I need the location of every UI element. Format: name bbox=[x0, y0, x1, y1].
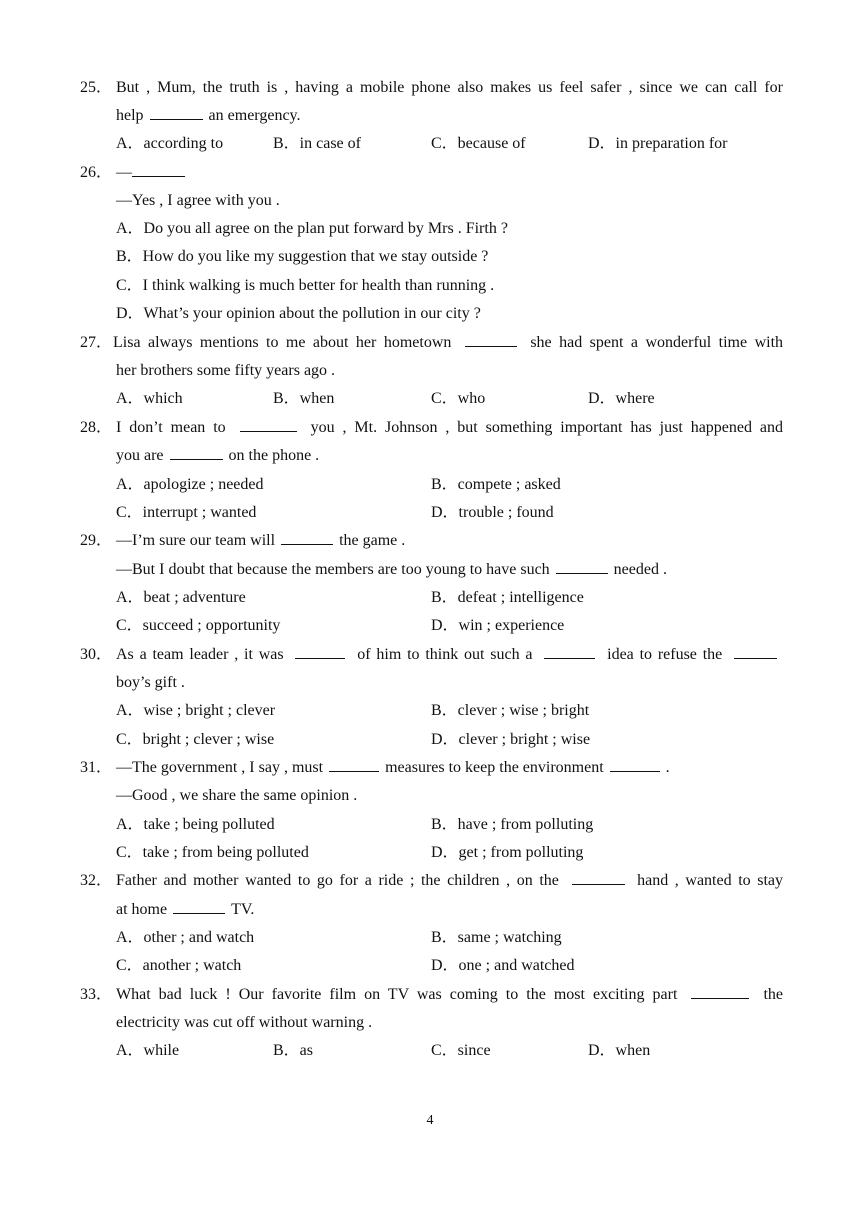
option-a: A．while bbox=[116, 1042, 180, 1059]
option-d: D．win ; experience bbox=[431, 617, 565, 634]
answer-blank bbox=[150, 104, 203, 120]
question-26-option-a bbox=[0, 215, 860, 243]
question-stem: an emergency. bbox=[208, 107, 301, 124]
question-27-options bbox=[0, 385, 860, 413]
option-a: A．take ; being polluted bbox=[116, 816, 275, 833]
option-b: B．as bbox=[273, 1042, 314, 1059]
question-30-options-row-2 bbox=[0, 726, 860, 754]
answer-blank bbox=[170, 444, 223, 460]
option-d: D．one ; and watched bbox=[431, 957, 575, 974]
answer-blank bbox=[132, 161, 185, 177]
option-d: D．where bbox=[588, 390, 655, 407]
option-a: A．other ; and watch bbox=[116, 929, 255, 946]
question-26-option-c bbox=[0, 272, 860, 300]
dialogue-reply: —Yes , I agree with you . bbox=[116, 192, 280, 209]
dialogue-reply: —Good , we share the same opinion . bbox=[116, 787, 358, 804]
option-a: A．apologize ; needed bbox=[116, 476, 264, 493]
question-27-line-2 bbox=[0, 357, 860, 385]
question-28-options-row-2 bbox=[0, 499, 860, 527]
question-28-options-row-1 bbox=[0, 471, 860, 499]
question-30-line-1 bbox=[0, 641, 860, 669]
question-number: 31． bbox=[80, 759, 113, 776]
answer-blank bbox=[544, 643, 595, 659]
option-d: D．get ; from polluting bbox=[431, 844, 584, 861]
question-29-options-row-2 bbox=[0, 612, 860, 640]
answer-blank bbox=[240, 416, 297, 432]
question-32-line-1 bbox=[0, 867, 860, 895]
question-stem: —The government , I say , must bbox=[116, 759, 324, 776]
question-stem: . bbox=[665, 759, 670, 776]
option-b: B．clever ; wise ; bright bbox=[431, 702, 590, 719]
answer-blank bbox=[329, 756, 379, 772]
question-27-line-1 bbox=[0, 329, 860, 357]
question-31-options-row-1 bbox=[0, 811, 860, 839]
option-b: B．same ; watching bbox=[431, 929, 562, 946]
answer-blank bbox=[610, 756, 660, 772]
answer-blank bbox=[281, 529, 333, 545]
question-29-line-2 bbox=[0, 556, 860, 584]
question-number: 27． bbox=[80, 334, 113, 351]
option-b: B．when bbox=[273, 390, 335, 407]
answer-blank bbox=[572, 869, 625, 885]
option-b: B．compete ; asked bbox=[431, 476, 561, 493]
question-33-options bbox=[0, 1037, 860, 1065]
question-number: 29． bbox=[80, 532, 113, 549]
option-c: C．I think walking is much better for health than running . bbox=[116, 277, 495, 294]
question-25-options bbox=[0, 130, 860, 158]
question-33-line-2 bbox=[0, 1009, 860, 1037]
question-stem: boy’s gift . bbox=[116, 674, 185, 691]
option-a: A．according to bbox=[116, 135, 224, 152]
answer-blank bbox=[556, 558, 608, 574]
question-stem: on the phone . bbox=[228, 447, 320, 464]
option-d: D．when bbox=[588, 1042, 651, 1059]
option-c: C．take ; from being polluted bbox=[116, 844, 309, 861]
question-32-line-2 bbox=[0, 896, 860, 924]
question-28-line-1 bbox=[0, 414, 860, 442]
question-stem: her brothers some fifty years ago . bbox=[116, 362, 336, 379]
option-d: D．trouble ; found bbox=[431, 504, 554, 521]
answer-blank bbox=[295, 643, 345, 659]
option-c: C．another ; watch bbox=[116, 957, 242, 974]
question-number: 28． bbox=[80, 419, 113, 436]
question-stem: Father and mother wanted to go for a ride ; the children , on the hand , wanted to stay bbox=[116, 867, 783, 895]
question-stem: I don’t mean to you , Mt. Johnson , but something important has just happened and bbox=[116, 414, 783, 442]
question-25-line-1 bbox=[0, 74, 860, 102]
option-a: A．which bbox=[116, 390, 183, 407]
question-32-options-row-2 bbox=[0, 952, 860, 980]
question-29-line-1 bbox=[0, 527, 860, 555]
question-31-line-2 bbox=[0, 782, 860, 810]
question-stem: What bad luck ! Our favorite film on TV was coming to the most exciting part the bbox=[116, 981, 783, 1009]
question-number: 25． bbox=[80, 79, 113, 96]
question-30-line-2 bbox=[0, 669, 860, 697]
option-a: A．beat ; adventure bbox=[116, 589, 246, 606]
question-number: 32． bbox=[80, 872, 113, 889]
option-c: C．interrupt ; wanted bbox=[116, 504, 257, 521]
question-26-reply bbox=[0, 187, 860, 215]
question-number: 30． bbox=[80, 646, 113, 663]
dialogue-dash: — bbox=[116, 164, 132, 181]
answer-blank bbox=[465, 331, 517, 347]
question-33-line-1 bbox=[0, 981, 860, 1009]
question-30-options-row-1 bbox=[0, 697, 860, 725]
question-stem: electricity was cut off without warning . bbox=[116, 1014, 373, 1031]
question-stem: help bbox=[116, 107, 144, 124]
question-stem: Lisa always mentions to me about her hometown she had spent a wonderful time with bbox=[113, 329, 783, 357]
page-number: 4 bbox=[426, 1113, 434, 1128]
question-stem: But , Mum, the truth is , having a mobile phone also makes us feel safer , since we can call for bbox=[116, 79, 783, 96]
option-b: B．in case of bbox=[273, 135, 361, 152]
question-stem: TV. bbox=[231, 901, 255, 918]
question-stem: —But I doubt that because the members are too young to have such bbox=[116, 561, 550, 578]
question-number: 26． bbox=[80, 164, 113, 181]
question-number: 33． bbox=[80, 986, 113, 1003]
question-31-options-row-2 bbox=[0, 839, 860, 867]
answer-blank bbox=[734, 643, 777, 659]
option-c: C．bright ; clever ; wise bbox=[116, 731, 275, 748]
question-stem: —I’m sure our team will bbox=[116, 532, 276, 549]
question-stem: measures to keep the environment bbox=[385, 759, 604, 776]
option-d: D．What’s your opinion about the pollution in our city ? bbox=[116, 305, 481, 322]
question-32-options-row-1 bbox=[0, 924, 860, 952]
option-c: C．who bbox=[431, 390, 486, 407]
question-stem: As a team leader , it was of him to think out such a idea to refuse the bbox=[116, 641, 783, 669]
option-c: C．since bbox=[431, 1042, 491, 1059]
answer-blank bbox=[173, 898, 225, 914]
question-25-line-2 bbox=[0, 102, 860, 130]
question-stem: you are bbox=[116, 447, 164, 464]
option-d: D．in preparation for bbox=[588, 135, 728, 152]
option-b: B．How do you like my suggestion that we stay outside ? bbox=[116, 248, 489, 265]
question-stem: at home bbox=[116, 901, 168, 918]
question-stem: needed . bbox=[613, 561, 667, 578]
option-b: B．have ; from polluting bbox=[431, 816, 594, 833]
question-28-line-2 bbox=[0, 442, 860, 470]
option-b: B．defeat ; intelligence bbox=[431, 589, 584, 606]
question-stem: the game . bbox=[339, 532, 406, 549]
option-c: C．succeed ; opportunity bbox=[116, 617, 281, 634]
answer-blank bbox=[691, 983, 749, 999]
option-a: A．Do you all agree on the plan put forward by Mrs . Firth ? bbox=[116, 220, 508, 237]
question-31-line-1 bbox=[0, 754, 860, 782]
question-26-option-d bbox=[0, 300, 860, 328]
option-c: C．because of bbox=[431, 135, 526, 152]
option-d: D．clever ; bright ; wise bbox=[431, 731, 591, 748]
option-a: A．wise ; bright ; clever bbox=[116, 702, 276, 719]
question-26-line-1 bbox=[0, 159, 860, 187]
question-29-options-row-1 bbox=[0, 584, 860, 612]
question-26-option-b bbox=[0, 243, 860, 271]
